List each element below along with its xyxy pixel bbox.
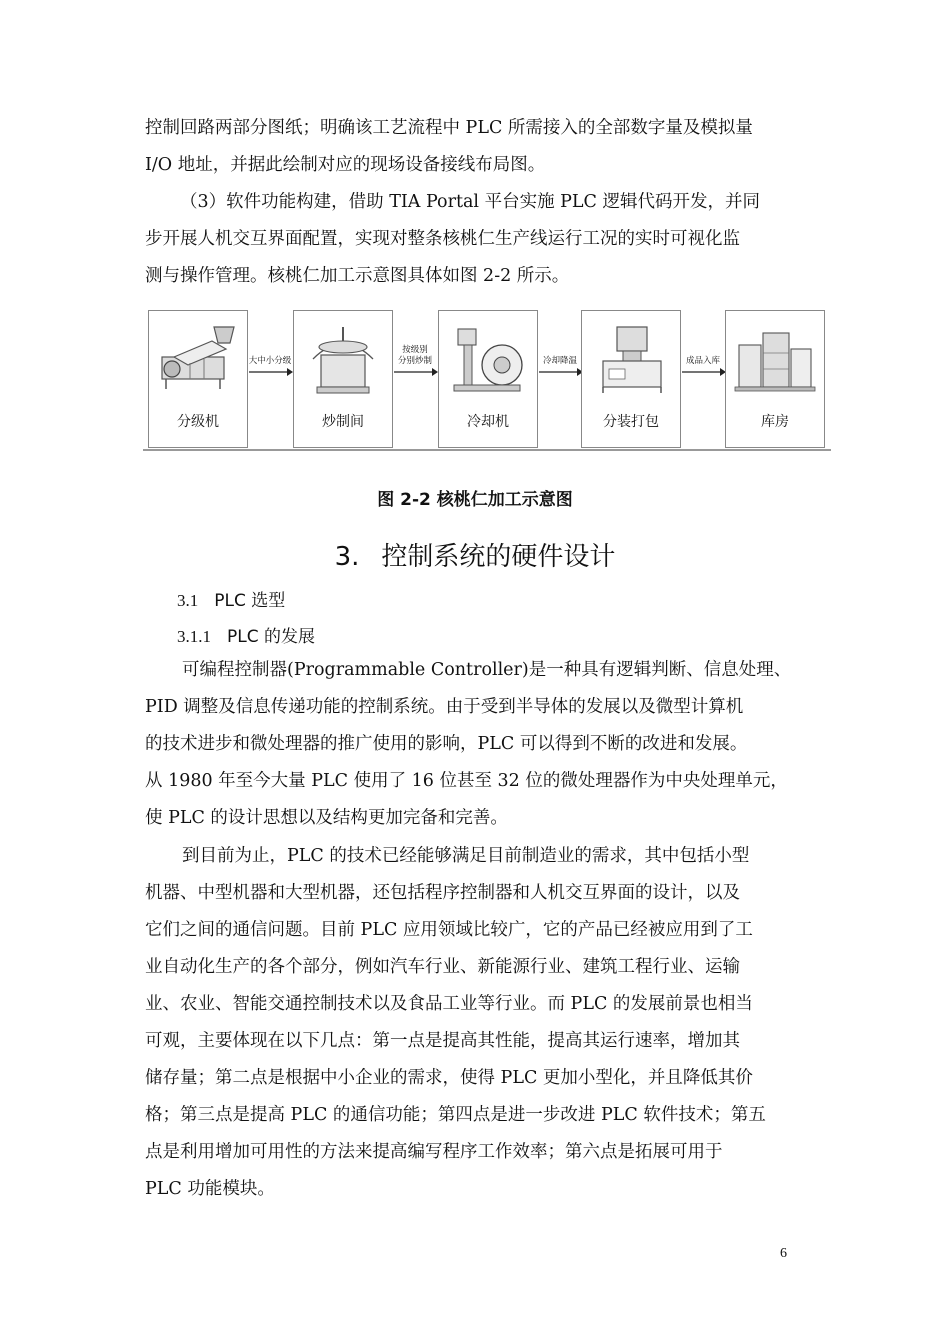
stage-label: 分级机 [177,414,219,430]
page-number: 6 [780,1246,787,1261]
arrow-label-line: 成品入库 [685,356,720,366]
arrow-right-icon [392,367,438,377]
subsubsection-number: 3.1.1 [177,627,211,646]
subsubsection-heading [177,622,315,647]
paragraph-1 [145,110,807,184]
section-title: 控制系统的硬件设计 [381,542,616,572]
arrow-right-icon [537,367,583,377]
text-line: 机器、中型机器和大型机器，还包括程序控制器和人机交互界面的设计，以及 [145,883,740,903]
stage-label: 冷却机 [467,414,509,430]
text-line: 储存量；第二点是根据中小企业的需求，使得 PLC 更加小型化，并且降低其价 [145,1068,753,1088]
text-line: 的技术进步和微处理器的推广使用的影响，PLC 可以得到不断的改进和发展。 [145,734,748,754]
subsection-number: 3.1 [177,591,199,610]
text-line: 可编程控制器(Programmable Controller)是一种具有逻辑判断、信息处理、 [182,660,792,680]
subsubsection-title: PLC 的发展 [227,627,315,647]
grader-machine-icon [154,319,242,399]
text-line: 点是利用增加可用性的方法来提高编写程序工作效率；第六点是拓展可用于 [145,1142,723,1162]
text-line: 控制回路两部分图纸；明确该工艺流程中 PLC 所需接入的全部数字量及模拟量 [145,118,753,138]
section-number: 3. [334,542,360,572]
text-line: PID 调整及信息传递功能的控制系统。由于受到半导体的发展以及微型计算机 [145,697,744,717]
stage-packaging [581,310,681,448]
paragraph-2 [145,184,807,221]
text-line: I/O 地址，并据此绘制对应的现场设备接线布局图。 [145,155,546,175]
text-line: 格；第三点是提高 PLC 的通信功能；第四点是进一步改进 PLC 软件技术；第五 [145,1105,766,1125]
arrow-label-line: 分别炒制 [397,356,432,366]
flow-arrow-3 [537,356,583,377]
arrow-label [392,345,438,367]
text-line: 业自动化生产的各个部分，例如汽车行业、新能源行业、建筑工程行业、运输 [145,957,740,977]
arrow-label-line: 大中小分级 [248,356,292,366]
process-figure [143,305,831,450]
subsection-heading [177,586,285,611]
arrow-label-line: 冷却降温 [542,356,577,366]
paragraph-2-cont [145,221,807,295]
subsection-title: PLC 选型 [214,591,286,611]
text-line: 使 PLC 的设计思想以及结构更加完备和完善。 [145,808,508,828]
stage-cooler [438,310,538,448]
text-line: PLC 功能模块。 [145,1179,275,1199]
paragraph-3-cont [145,689,807,837]
stage-label: 分装打包 [603,414,659,430]
arrow-label [247,356,293,367]
stage-label: 库房 [761,414,789,430]
flow-arrow-4 [680,356,726,377]
arrow-label [680,356,726,367]
flow-arrow-2 [392,345,438,377]
paragraph-4 [145,838,807,875]
text-line: 到目前为止，PLC 的技术已经能够满足目前制造业的需求，其中包括小型 [182,846,750,866]
section-heading [0,536,950,573]
text-line: 业、农业、智能交通控制技术以及食品工业等行业。而 PLC 的发展前景也相当 [145,994,753,1014]
paragraph-4-cont [145,875,807,1208]
text-line: 从 1980 年至今大量 PLC 使用了 16 位甚至 32 位的微处理器作为中央处理单元， [145,771,788,791]
text-line: 可观，主要体现在以下几点：第一点是提高其性能，提高其运行速率，增加其 [145,1031,740,1051]
figure-baseline [143,449,831,451]
figure-caption: 图 2-2 核桃仁加工示意图 [377,490,573,510]
cooler-icon [444,319,532,399]
text-line: （3）软件功能构建，借助 TIA Portal 平台实施 PLC 逻辑代码开发，并同 [180,192,760,212]
text-line: 它们之间的通信问题。目前 PLC 应用领域比较广，它的产品已经被应用到了工 [145,920,753,940]
arrow-label-line: 按级别 [402,345,428,355]
arrow-right-icon [680,367,726,377]
text-line: 测与操作管理。核桃仁加工示意图具体如图 2-2 所示。 [145,266,570,286]
stage-roasting-room [293,310,393,448]
paragraph-3 [145,652,807,689]
arrow-right-icon [247,367,293,377]
flow-arrow-1 [247,356,293,377]
warehouse-icon [731,319,819,399]
roaster-icon [299,319,387,399]
stage-grader [148,310,248,448]
stage-warehouse [725,310,825,448]
text-line: 步开展人机交互界面配置，实现对整条核桃仁生产线运行工况的实时可视化监 [145,229,740,249]
packaging-machine-icon [587,319,675,399]
stage-label: 炒制间 [322,414,364,430]
arrow-label [537,356,583,367]
